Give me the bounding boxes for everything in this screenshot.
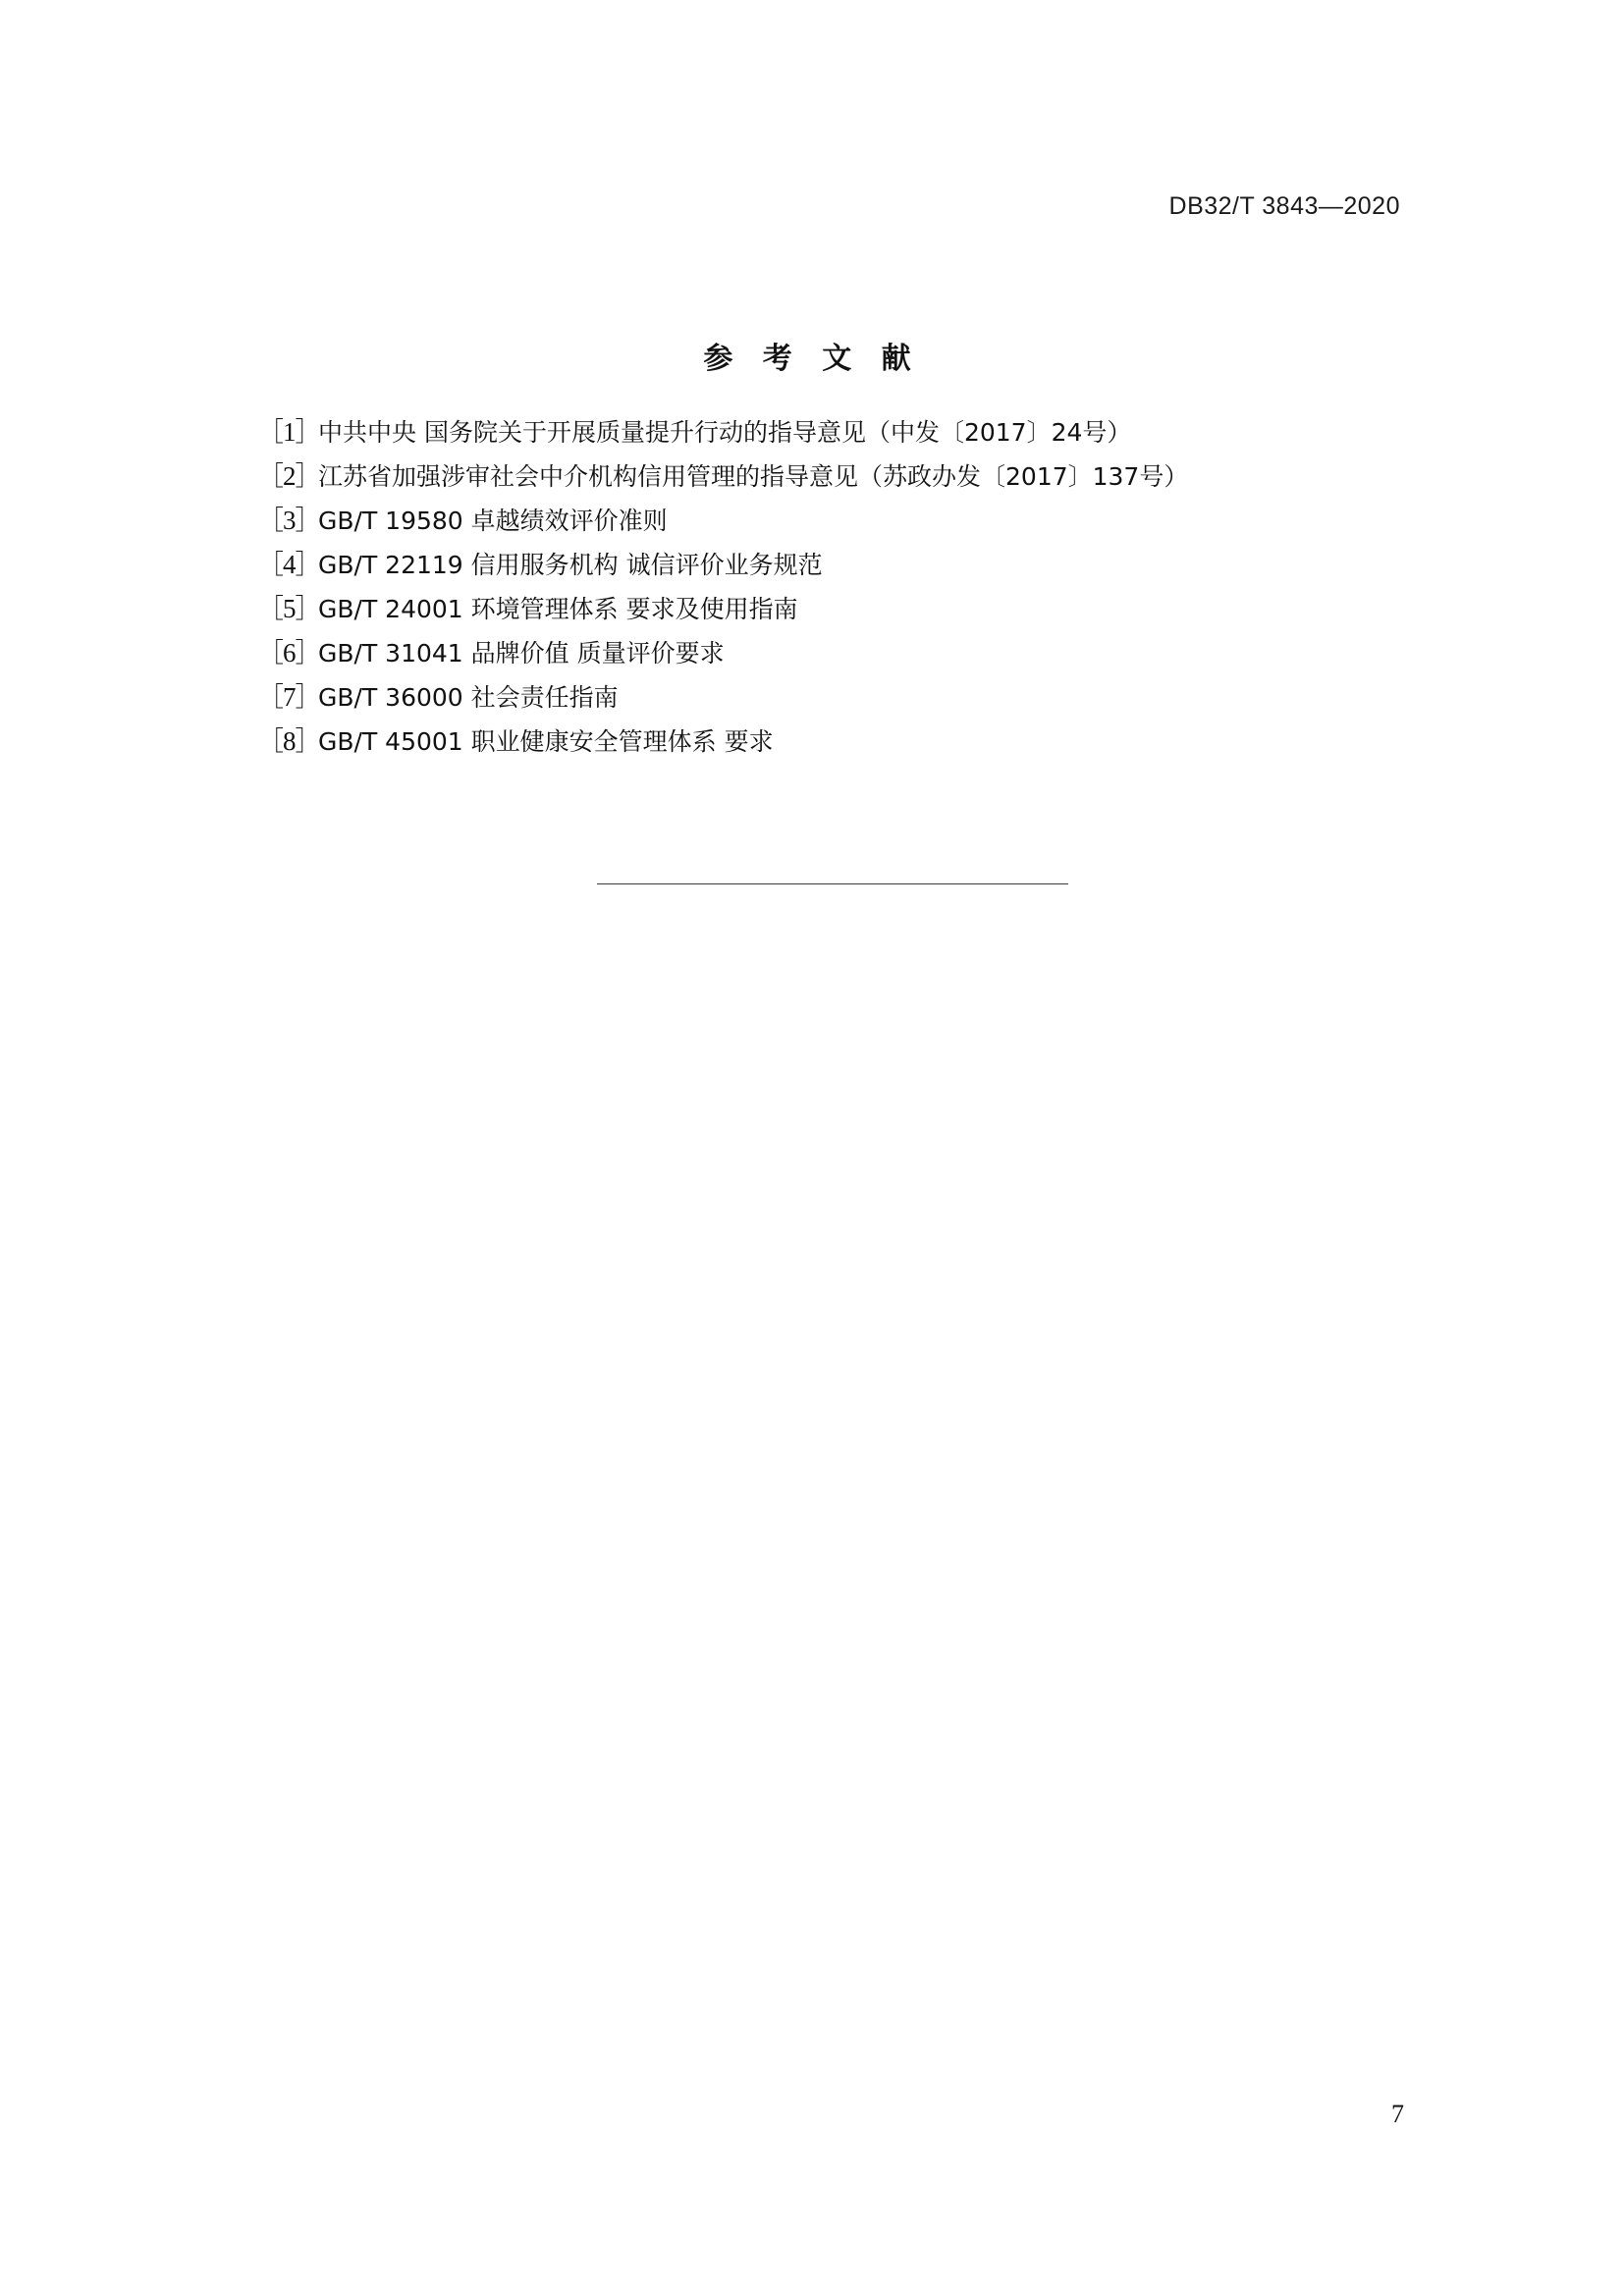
reference-number: ［8］	[257, 726, 321, 756]
list-item	[257, 720, 1396, 764]
reference-text: GB/T 36000 社会责任指南	[318, 683, 619, 712]
list-item	[257, 454, 1396, 499]
reference-text: 江苏省加强涉审社会中介机构信用管理的指导意见（苏政办发〔2017〕137号）	[318, 462, 1189, 491]
reference-text: GB/T 19580 卓越绩效评价准则	[318, 507, 668, 535]
list-item	[257, 543, 1396, 587]
reference-text: GB/T 24001 环境管理体系 要求及使用指南	[318, 595, 798, 623]
reference-number: ［4］	[257, 550, 321, 579]
reference-text: GB/T 22119 信用服务机构 诚信评价业务规范	[318, 551, 823, 579]
reference-number: ［3］	[257, 506, 321, 535]
reference-number: ［1］	[257, 417, 321, 447]
reference-number: ［6］	[257, 638, 321, 667]
list-item	[257, 675, 1396, 720]
reference-text: GB/T 31041 品牌价值 质量评价要求	[318, 639, 725, 667]
list-item	[257, 499, 1396, 543]
reference-number: ［7］	[257, 682, 321, 712]
list-item	[257, 631, 1396, 675]
list-item	[257, 410, 1396, 454]
reference-number: ［2］	[257, 461, 321, 491]
reference-list	[257, 410, 1396, 764]
page-title: 参 考 文 献	[703, 342, 921, 376]
reference-number: ［5］	[257, 594, 321, 623]
page-number: 7	[1391, 2100, 1404, 2128]
list-item	[257, 587, 1396, 631]
horizontal-divider	[597, 883, 1068, 884]
reference-text: 中共中央 国务院关于开展质量提升行动的指导意见（中发〔2017〕24号）	[318, 418, 1132, 447]
page-header-standard-code: DB32/T 3843—2020	[1168, 192, 1400, 220]
reference-text: GB/T 45001 职业健康安全管理体系 要求	[318, 727, 774, 756]
